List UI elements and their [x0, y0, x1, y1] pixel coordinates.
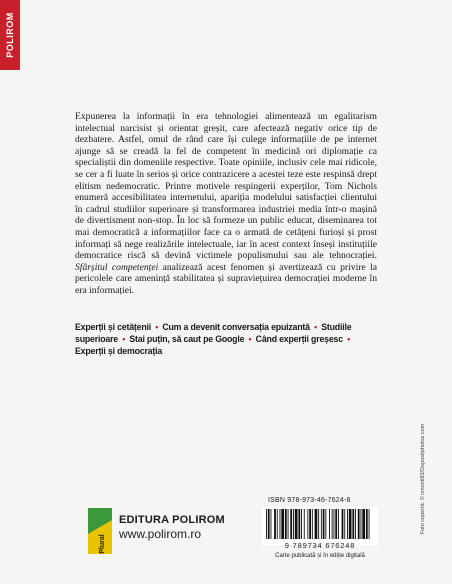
barcode-bar [321, 509, 322, 539]
barcode-bar [361, 509, 362, 539]
blurb-paragraph [75, 111, 377, 297]
barcode-bar [295, 509, 298, 539]
barcode-bar [280, 509, 281, 539]
polirom-spine-tab [0, 0, 20, 70]
barcode-bar [355, 509, 356, 539]
barcode-bar [358, 509, 360, 539]
topic-item: Stai puțin, să caut pe Google [129, 334, 245, 344]
topic-separator: • [152, 322, 161, 332]
topic-item: Experții și cetățenii [75, 322, 151, 332]
barcode-bar [344, 509, 345, 539]
barcode-bar [304, 509, 305, 539]
barcode-bar [318, 509, 319, 539]
topic-separator: • [246, 334, 254, 344]
spine-label: POLIROM [5, 12, 15, 58]
publisher-name: EDITURA POLIROM [119, 514, 225, 526]
blurb-text-end: analizează acest fenomen și avertizează cu privire la pericolele care amenință stabilitatea și supraviețuirea democrației moderne în era informației. [75, 261, 377, 296]
topic-separator: • [119, 334, 128, 344]
barcode-bar [342, 509, 344, 539]
barcode-bar [271, 509, 272, 539]
barcode-bar [366, 509, 368, 539]
barcode-bar [325, 509, 326, 539]
barcode-bar [268, 509, 270, 539]
topic-item: Cum a devenit conversația epuizantă [162, 322, 310, 332]
barcode-bar [315, 509, 318, 539]
photo-credit-text: Foto copertă: © cmonti83/Depositphotos.com [420, 423, 426, 535]
topic-item: Studiile superioare [75, 322, 352, 344]
topic-item: Când experții greșesc [255, 334, 343, 344]
isbn: ISBN 978-973-46-7624-8 [268, 497, 351, 504]
barcode-bar [323, 509, 325, 539]
barcode-bar [362, 509, 365, 539]
topic-item: Experții și democrația [75, 346, 163, 356]
barcode-bar [352, 509, 354, 539]
barcode-bar [338, 509, 339, 539]
barcode-bar [277, 509, 278, 539]
digital-edition-note: Carte publicată și în ediție digitală [275, 553, 365, 559]
barcode-bar [274, 509, 276, 539]
chapter-topics [75, 321, 377, 357]
barcode-bar [298, 509, 300, 539]
barcode-bar [293, 509, 294, 539]
publisher-url: www.polirom.ro [119, 527, 202, 541]
barcode-bar [266, 509, 267, 539]
barcode-bar [332, 509, 333, 539]
barcode-bar [334, 509, 335, 539]
topic-separator: • [311, 322, 320, 332]
barcode-bar [309, 509, 311, 539]
plural-logo [88, 508, 112, 554]
blurb-book-title: Sfârșitul competenței [75, 261, 159, 273]
barcode-bar [301, 509, 302, 539]
barcode-bar [288, 509, 289, 539]
barcode-bar [347, 509, 348, 539]
photo-credit [417, 410, 429, 550]
barcode-bar [290, 509, 292, 539]
publisher-block [119, 514, 225, 541]
barcode-bar [349, 509, 352, 539]
barcode-bar [312, 509, 313, 539]
blurb-text-main: Expunerea la informații în era tehnologiei alimentează un egalitarism intelectual narcisist și orientat greșit, care afectează negativ orice tip de dezbatere. Astfel, omul de rând care își culege informațiile de pe internet ajunge să se creadă la fel de competent în medicină ori diplomație ca specialiștii din domeniile respective. Toate opiniile, inclusiv cele mai ridicole, se cer a fi luate în serios și orice contrazicere a acestei teze este respinsă drept elitism nedemocratic. Printre motivele respingerii experților, Tom Nichols enumeră accesibilitatea internetului, apariția modelului satisfacției clientului în cadrul studiilor superioare și transformarea industriei media într-o mașină de divertisment non-stop. În loc să formeze un public educat, diseminarea tot mai democratică a informațiilor face ca o armată de cetățeni furioși și prost informați să nege realizările intelectuale, iar în acest context înseși instituțiile democratice riscă să devină victimele populismului sau ale tehnocrației. [75, 111, 377, 262]
barcode [262, 507, 378, 545]
barcode-bar [285, 509, 287, 539]
barcode-bar [281, 509, 284, 539]
logo-text: Plural [99, 534, 106, 554]
barcode-bar [335, 509, 337, 539]
barcode-digits: 9 789734 676248 [284, 541, 356, 550]
barcode-bar [329, 509, 330, 539]
topic-separator: • [344, 334, 351, 344]
barcode-bar [369, 509, 370, 539]
barcode-bar [307, 509, 308, 539]
back-cover-blurb [75, 111, 377, 297]
